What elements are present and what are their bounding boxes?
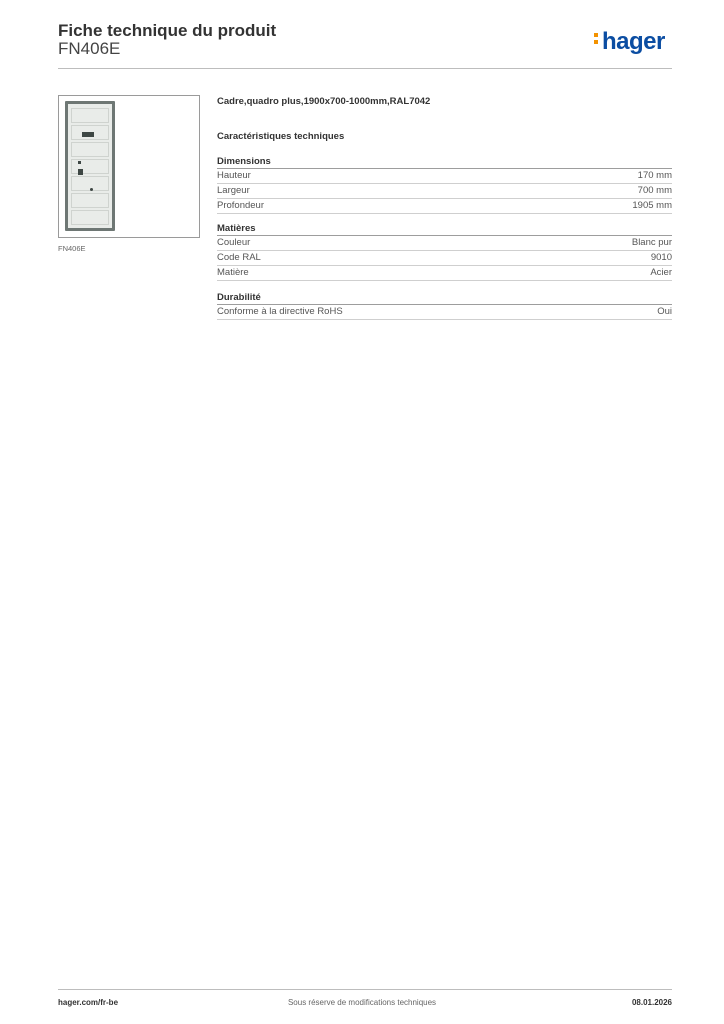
spec-row [217, 169, 672, 184]
cabinet-panel [71, 193, 109, 208]
group-title: Durabilité [217, 291, 672, 305]
footer-website-link[interactable]: hager.com/fr-be [58, 998, 119, 1007]
cabinet-door [68, 104, 112, 228]
logo-text: hager [602, 28, 665, 55]
cabinet-module [78, 161, 81, 164]
spec-row [217, 236, 672, 251]
spec-value: Oui [657, 306, 672, 317]
spec-label: Couleur [217, 237, 251, 248]
spec-value: 700 mm [637, 185, 672, 196]
footer-divider [58, 989, 672, 990]
group-durability [217, 291, 672, 320]
image-caption: FN406E [58, 244, 86, 253]
spec-label: Hauteur [217, 170, 251, 181]
spec-label: Code RAL [217, 252, 261, 263]
product-image [58, 95, 200, 238]
spec-row [217, 251, 672, 266]
hager-logo [594, 28, 665, 56]
cabinet-panel [71, 142, 109, 157]
cabinet-module [78, 169, 83, 175]
group-materials [217, 222, 672, 281]
spec-value: 1905 mm [632, 200, 672, 211]
spec-value: 9010 [650, 252, 672, 263]
spec-label: Matière [217, 267, 249, 278]
product-reference: FN406E [58, 39, 121, 58]
spec-row [217, 184, 672, 199]
footer-date: 08.01.2026 [631, 998, 672, 1007]
spec-label: Largeur [217, 185, 250, 196]
group-title: Dimensions [217, 155, 672, 169]
product-description: Cadre,quadro plus,1900x700-1000mm,RAL7042 [217, 96, 431, 107]
group-dimensions [217, 155, 672, 214]
spec-value: 170 mm [637, 170, 672, 181]
spec-row [217, 266, 672, 281]
spec-label: Profondeur [217, 200, 265, 211]
cabinet-module [82, 132, 94, 137]
cabinet-panel [71, 210, 109, 225]
spec-label: Conforme à la directive RoHS [217, 306, 343, 317]
cabinet-illustration [65, 101, 115, 231]
characteristics-title: Caractéristiques techniques [217, 131, 345, 142]
group-title: Matières [217, 222, 672, 236]
logo-dots-icon [594, 30, 600, 47]
header-divider [58, 68, 672, 69]
spec-value: Blanc pur [631, 237, 672, 248]
spec-row [217, 305, 672, 320]
page-title: Fiche technique du produit [58, 21, 277, 40]
cabinet-panel [71, 108, 109, 123]
spec-row [217, 199, 672, 214]
spec-value: Acier [650, 267, 672, 278]
cabinet-panel [71, 159, 109, 174]
footer-disclaimer: Sous réserve de modifications techniques [287, 998, 437, 1007]
cabinet-lock [90, 188, 93, 191]
